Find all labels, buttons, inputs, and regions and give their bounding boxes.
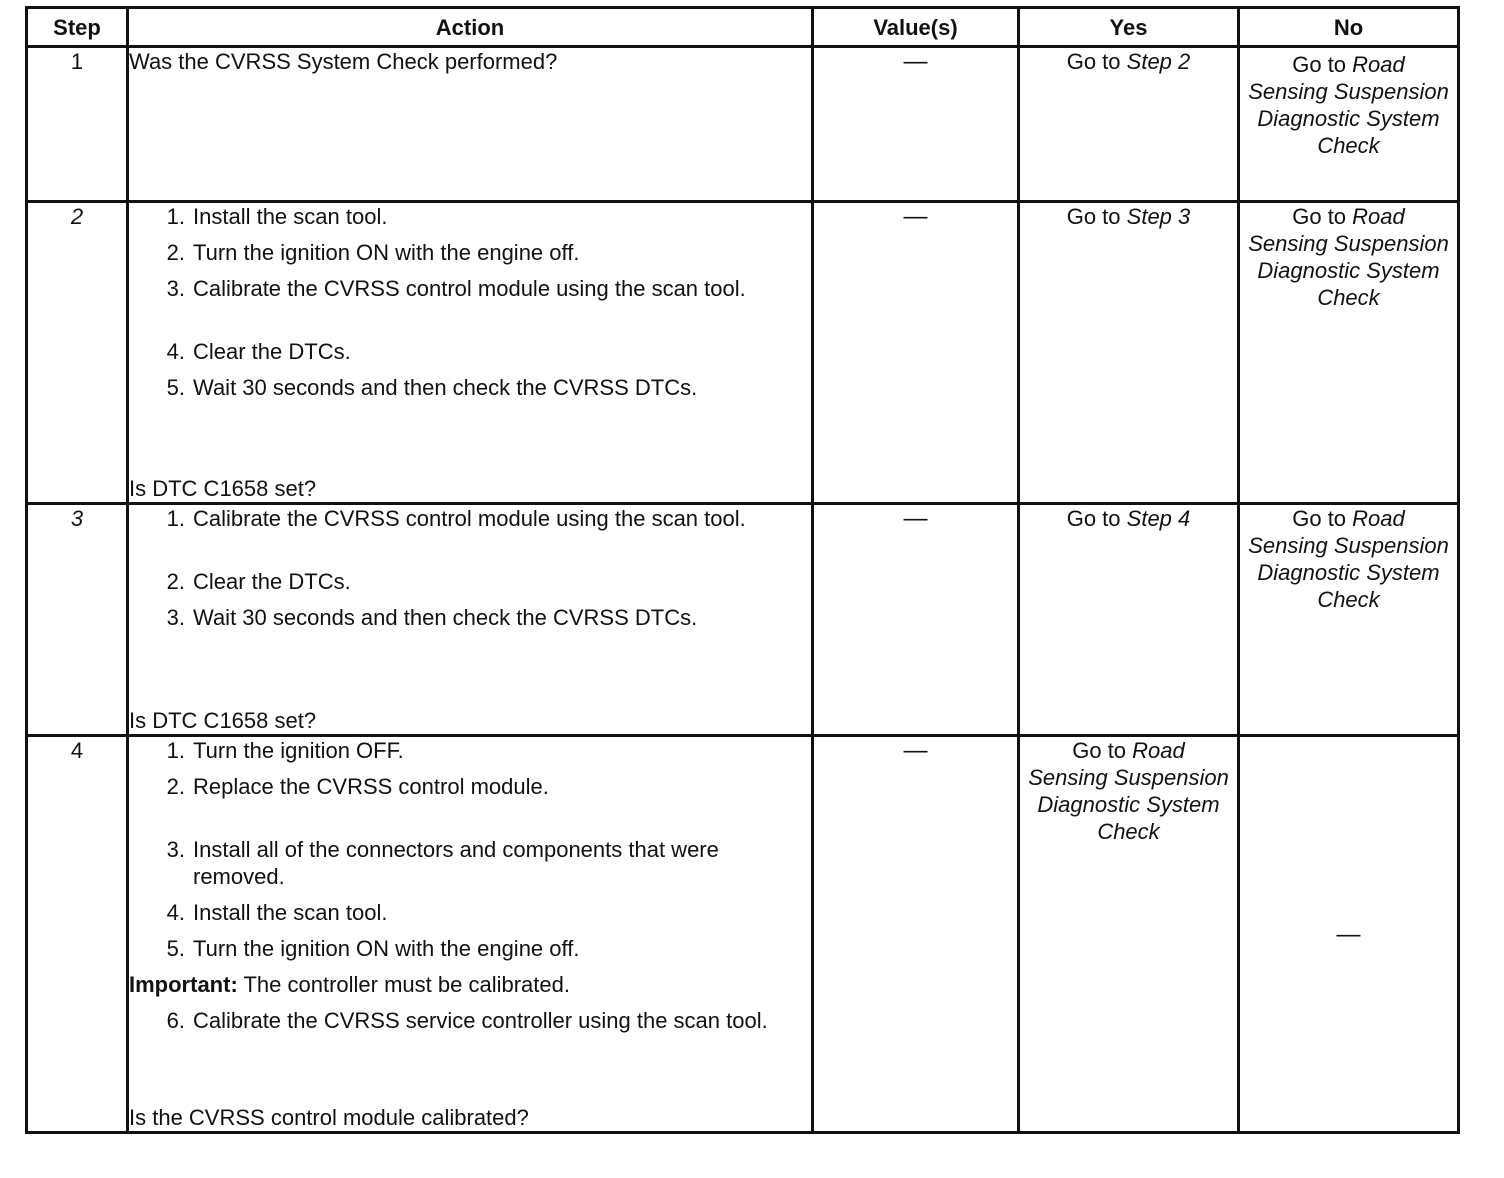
no-goto-block[interactable] xyxy=(1240,203,1457,311)
yes-link-line: Road xyxy=(1132,738,1185,763)
step-number xyxy=(27,202,128,504)
action-steps xyxy=(129,737,811,971)
action-cell xyxy=(128,736,813,1133)
yes-link-line: System Check xyxy=(1097,792,1220,844)
action-question: Was the CVRSS System Check performed? xyxy=(129,49,558,74)
no-link-line: Road xyxy=(1352,506,1405,531)
yes-cell xyxy=(1019,504,1239,736)
table-row xyxy=(27,47,1459,202)
no-link-line: System Check xyxy=(1317,258,1440,310)
step-number xyxy=(27,736,128,1133)
no-dash: — xyxy=(1336,920,1361,948)
step-number-text: 2 xyxy=(70,204,84,229)
list-item: 4. Install the scan tool. xyxy=(166,900,388,925)
yes-link-line: Sensing xyxy=(1028,765,1108,790)
list-item: 5. Wait 30 seconds and then check the CVRSS DTCs. xyxy=(166,375,698,400)
action-question: Is DTC C1658 set? xyxy=(129,708,317,733)
yes-prefix: Go to xyxy=(1066,204,1121,229)
action-cell xyxy=(128,504,813,736)
table-row xyxy=(27,202,1459,504)
list-item: 5. Turn the ignition ON with the engine off. xyxy=(166,936,580,961)
no-link-line: Road xyxy=(1352,204,1405,229)
no-cell xyxy=(1239,736,1459,1133)
no-link-line: Sensing xyxy=(1248,79,1328,104)
step-number-text: 3 xyxy=(70,506,84,531)
list-item: 1. Turn the ignition OFF. xyxy=(166,738,404,763)
no-link-line: Diagnostic xyxy=(1257,106,1361,131)
header-values: Value(s) xyxy=(813,8,1019,47)
important-label: Important: xyxy=(129,972,238,997)
step-number xyxy=(27,47,128,202)
no-link-line: Diagnostic xyxy=(1257,560,1361,585)
table-row xyxy=(27,736,1459,1133)
no-prefix: Go to xyxy=(1292,506,1347,531)
header-no: No xyxy=(1239,8,1459,47)
no-cell xyxy=(1239,202,1459,504)
no-link-line: Road xyxy=(1352,52,1405,77)
list-item: 3. Wait 30 seconds and then check the CVRSS DTCs. xyxy=(166,605,698,630)
no-cell xyxy=(1239,504,1459,736)
value-dash: — xyxy=(903,737,928,764)
step-number-text: 4 xyxy=(70,738,84,763)
yes-cell xyxy=(1019,202,1239,504)
yes-cell xyxy=(1019,736,1239,1133)
table-row xyxy=(27,504,1459,736)
yes-step-link[interactable]: Step 2 xyxy=(1126,49,1191,74)
no-prefix: Go to xyxy=(1292,204,1347,229)
no-link-line: System Check xyxy=(1317,560,1440,612)
important-note xyxy=(129,971,811,998)
value-cell xyxy=(813,47,1019,202)
value-cell xyxy=(813,202,1019,504)
yes-prefix: Go to xyxy=(1066,506,1121,531)
yes-step-link[interactable]: Step 3 xyxy=(1126,204,1191,229)
no-prefix: Go to xyxy=(1292,52,1347,77)
list-item: 4. Clear the DTCs. xyxy=(166,339,351,364)
value-dash: — xyxy=(903,48,928,75)
list-item: 3. Install all of the connectors and components that were removed. xyxy=(166,837,719,889)
yes-prefix: Go to xyxy=(1066,49,1121,74)
header-step: Step xyxy=(27,8,128,47)
no-link-line: Sensing xyxy=(1248,231,1328,256)
yes-step-link[interactable]: Step 4 xyxy=(1126,506,1191,531)
yes-prefix: Go to xyxy=(1072,738,1127,763)
no-link-line: System Check xyxy=(1317,106,1440,158)
action-cell xyxy=(128,47,813,202)
value-cell xyxy=(813,504,1019,736)
action-steps xyxy=(129,1007,811,1043)
value-dash: — xyxy=(903,505,928,532)
header-row xyxy=(27,8,1459,47)
list-item: 2. Turn the ignition ON with the engine off. xyxy=(166,240,580,265)
action-question: Is the CVRSS control module calibrated? xyxy=(129,1105,529,1130)
step-number-text: 1 xyxy=(70,49,84,74)
value-cell xyxy=(813,736,1019,1133)
list-item: 2. Replace the CVRSS control module. xyxy=(166,774,549,799)
no-link-line: Sensing xyxy=(1248,533,1328,558)
list-item: 3. Calibrate the CVRSS control module using the scan tool. xyxy=(166,276,746,301)
list-item: 1. Install the scan tool. xyxy=(166,204,388,229)
no-link-line: Suspension xyxy=(1333,231,1449,256)
value-dash: — xyxy=(903,203,928,230)
action-steps xyxy=(129,505,811,640)
list-item: 1. Calibrate the CVRSS control module using the scan tool. xyxy=(166,506,746,531)
action-steps xyxy=(129,203,811,410)
no-link-line: Suspension xyxy=(1333,533,1449,558)
yes-link-line: Suspension xyxy=(1113,765,1229,790)
header-action: Action xyxy=(128,8,813,47)
list-item: 6. Calibrate the CVRSS service controller using the scan tool. xyxy=(166,1008,768,1033)
diagnostic-table xyxy=(25,6,1460,1134)
list-item: 2. Clear the DTCs. xyxy=(166,569,351,594)
header-yes: Yes xyxy=(1019,8,1239,47)
action-cell xyxy=(128,202,813,504)
no-link-line: Suspension xyxy=(1333,79,1449,104)
step-number xyxy=(27,504,128,736)
yes-link-line: Diagnostic xyxy=(1037,792,1141,817)
important-text: The controller must be calibrated. xyxy=(237,972,570,997)
no-link-line: Diagnostic xyxy=(1257,258,1361,283)
yes-goto-block[interactable] xyxy=(1020,737,1237,845)
action-question: Is DTC C1658 set? xyxy=(129,476,317,501)
yes-cell xyxy=(1019,47,1239,202)
no-goto-block[interactable] xyxy=(1240,505,1457,613)
no-cell xyxy=(1239,47,1459,202)
no-goto-block[interactable] xyxy=(1240,51,1457,159)
